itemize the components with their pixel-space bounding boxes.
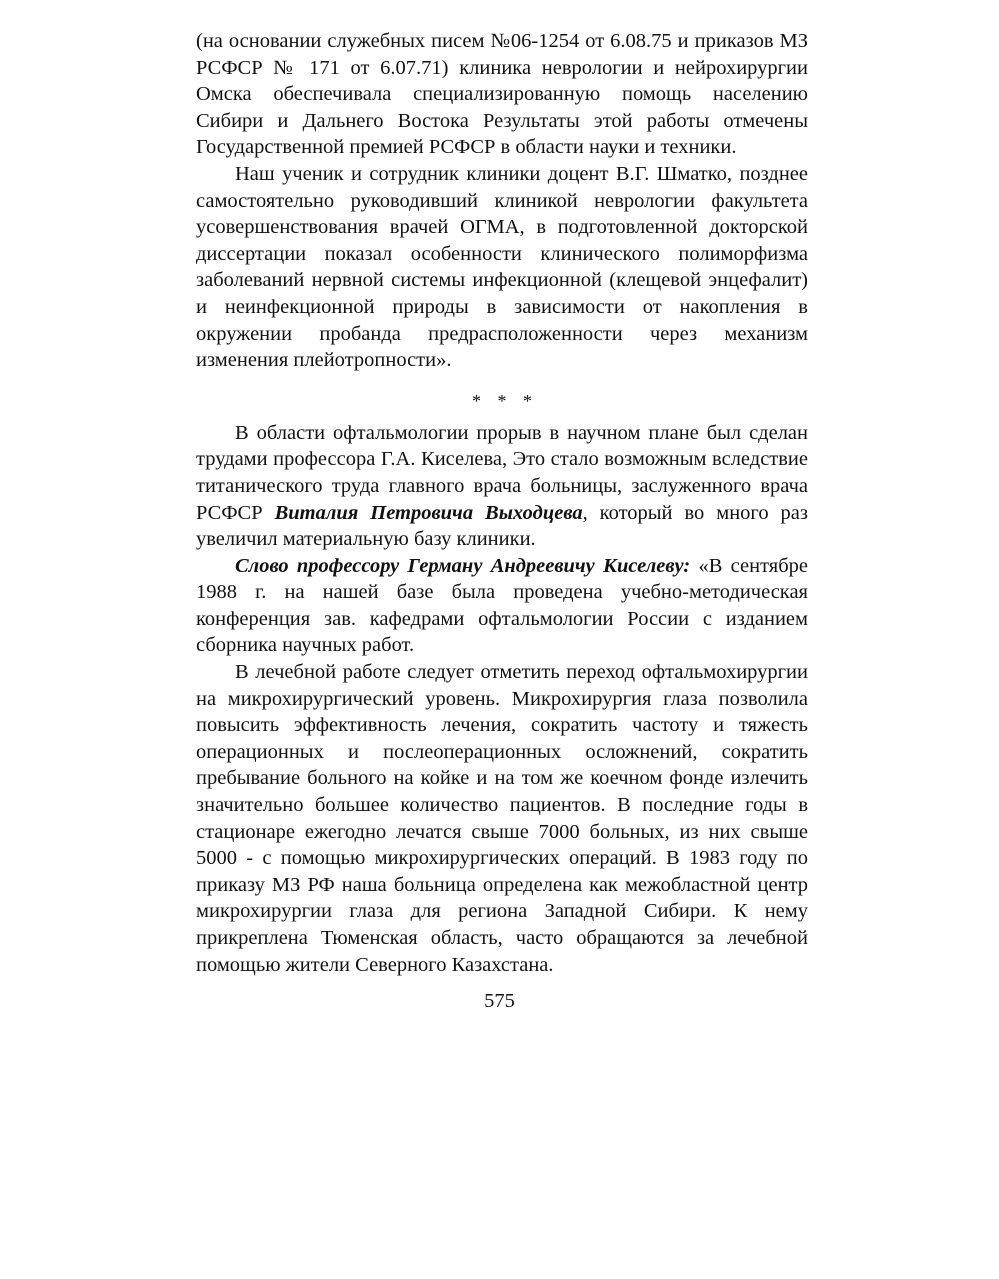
paragraph-3-start: В области офтальмологии прорыв в научном плане был сделан трудами профессора Г.А. Киселева, Это стало возможным вследствие титанического труда главного врача больницы, заслуженного врача РСФСР bbox=[196, 421, 808, 524]
paragraph-3-end: , который во много раз увеличил материальную базу клиники. bbox=[196, 501, 808, 551]
paragraph-2: Наш ученик и сотрудник клиники доцент В.Г. Шматко, позднее самостоятельно руководивший клиникой неврологии факультета усовершенствования врачей ОГМА, в подготовленной докторской диссертации показал особенности клинического полиморфизма заболеваний нервной системы инфекционной (клещевой энцефалит) и неинфекционной природы в зависимости от накопления в окружении пробанда предрасположенности через механизм изменения плейотропности». bbox=[196, 162, 808, 372]
page-body bbox=[196, 28, 808, 978]
page-number: 575 bbox=[484, 990, 515, 1012]
paragraph-5: В лечебной работе следует отметить переход офтальмохирургии на микрохирургический уровень. Микрохирургия глаза позволила повысить эффективность лечения, сократить частоту и тяжесть операционных и послеоперационных осложнений, сократить пребывание больного на койке и на том же коечном фонде излечить значительно большее количество пациентов. В последние годы в стационаре ежегодно лечатся свыше 7000 больных, из них свыше 5000 - с помощью микрохирургических операций. В 1983 году по приказу МЗ РФ наша больница определена как межобластной центр микрохирургии глаза для региона Западной Сибири. К нему прикреплена Тюменская область, часто обращаются за лечебной помощью жители Северного Казахстана. bbox=[196, 661, 808, 976]
paragraph-3 bbox=[196, 420, 808, 553]
paragraph-3-emphasis: Виталия Петровича Выходцева bbox=[274, 501, 583, 524]
paragraph-4-emphasis: Слово профессору Герману Андреевичу Киселеву: bbox=[235, 554, 691, 577]
paragraph-1: (на основании служебных писем №06-1254 от 6.08.75 и приказов МЗ РСФСР № 171 от 6.07.71) клиника неврологии и нейрохирургии Омска обеспечивала специализированную помощь населению Сибири и Дальнего Востока Результаты этой работы отмечены Государственной премией РСФСР в области науки и техники. bbox=[196, 30, 808, 159]
section-separator: * * * bbox=[472, 390, 538, 411]
paragraph-4-rest: «В сентябре 1988 г. на нашей базе была проведена учебно-методическая конференция зав. кафедрами офтальмологии России с изданием сборника научных работ. bbox=[196, 554, 808, 657]
paragraph-4 bbox=[196, 553, 808, 659]
